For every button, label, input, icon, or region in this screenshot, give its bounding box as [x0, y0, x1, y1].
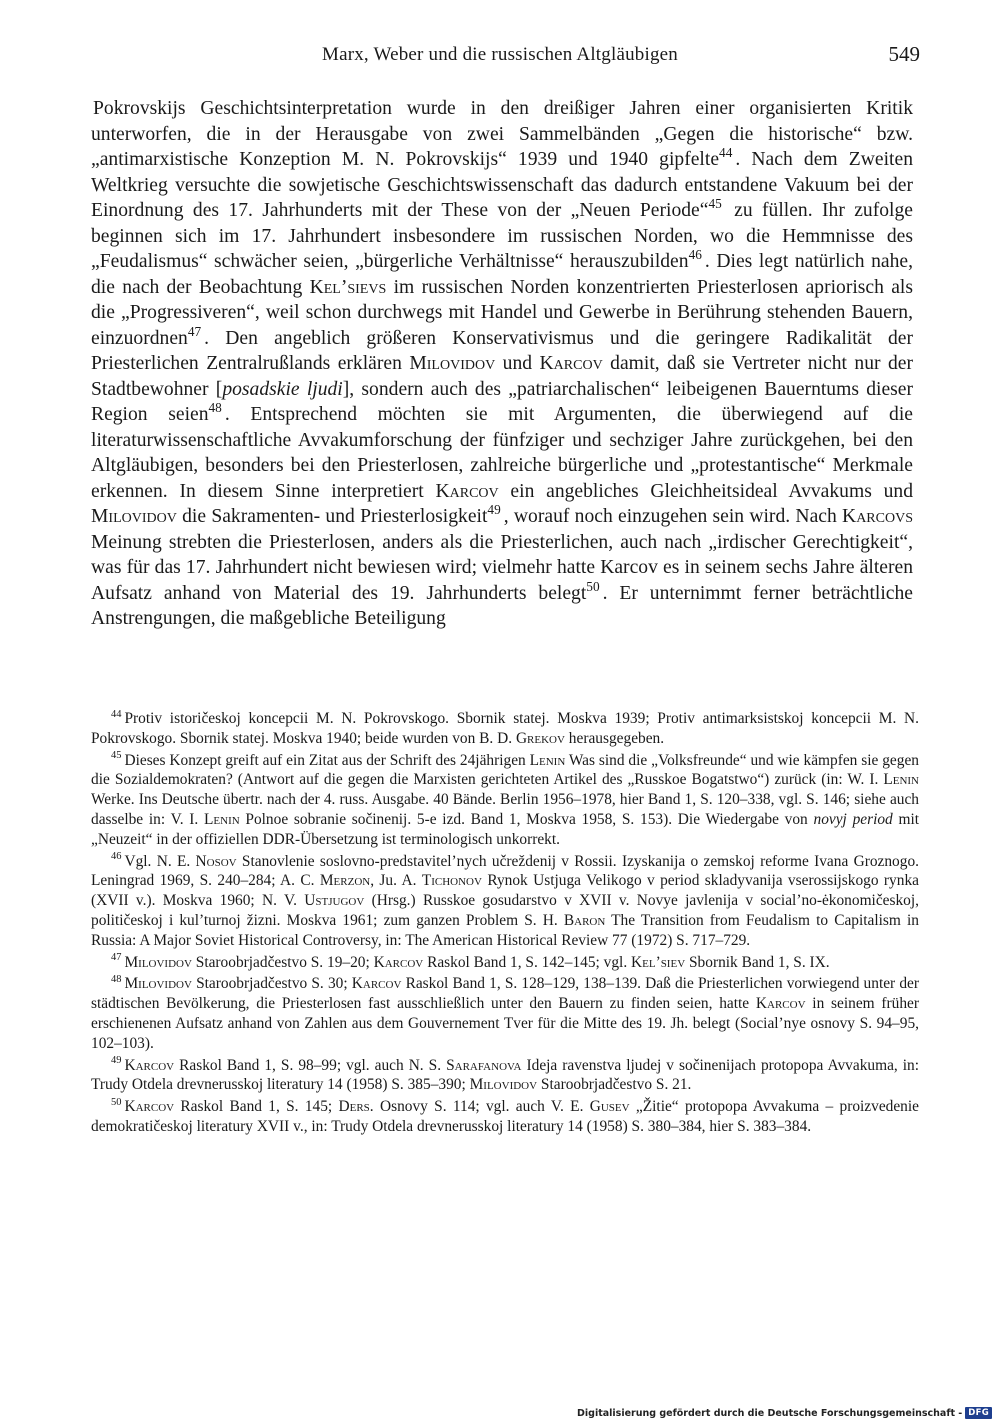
author-name: Baron [563, 911, 606, 929]
text-run: Staroobrjadčestvo S. 19–20; [191, 953, 374, 971]
author-name: Karcov [124, 1056, 175, 1074]
footnote-48 [91, 974, 919, 1053]
text-run: in seinem früher erschienenen Aufsatz anhand von Zahlen aus dem Gouvernement Tver für die Mitte des 19. Jh. belegt (Social’nye osnovy S. 94–95, 102–103). [91, 995, 919, 1052]
author-name: Kel’sievs [309, 276, 387, 298]
text-run: die Sakramenten- und Priesterlosigkeit [176, 506, 488, 527]
footnote-number: 49 [111, 1055, 122, 1067]
author-name: Merzon [319, 872, 371, 890]
author-name: Karcovs [842, 506, 913, 527]
text-run: und [495, 353, 540, 374]
author-name: Tichonov [421, 872, 482, 890]
author-name: Milovidov [91, 506, 177, 527]
text-run: Was sind die „Volksfreunde“ und wie kämpfen sie gegen die Sozialdemokraten? (Antwort auf die gegen die Marxisten gerichteten Artikel des „Russkoe Bogatstwo“) zurück (in: W. I. [91, 751, 919, 789]
footnote-ref: 45 [708, 196, 722, 212]
author-name: Karcov [755, 995, 806, 1013]
footnote-ref: 49 [487, 502, 501, 518]
author-name: Lenin [883, 771, 919, 789]
text-run: ], sondern auch des „patriarchalischen“ leibeigenen Bauerntums dieser Region seien [91, 378, 913, 425]
text-run: . Den angeblich größeren Konservativismus und die geringere Radikalität der Priesterlichen Zentralrußlands erklären [91, 327, 913, 374]
author-name: Lenin [204, 810, 240, 828]
footnote-number: 50 [111, 1097, 122, 1109]
author-name: Nosov [195, 852, 237, 870]
footnote-45 [91, 751, 919, 850]
text-run: im russischen Norden konzentrierten Priesterlosen apriorisch als die „Progressiveren“, weil schon durchwegs mit Handel und Gewerbe in Berührung stehenden Bauern, einzuordnen [91, 276, 913, 349]
author-name: Grekov [515, 729, 565, 747]
running-title: Marx, Weber und die russischen Altgläubigen [321, 44, 679, 65]
text-run: . Nach dem Zweiten Weltkrieg versuchte die sowjetische Geschichtswissenschaft das dadurch entstandene Vakuum bei der Einordnung des 17. Jahrhunderts mit der These von der „Neuen Periode“ [91, 149, 913, 221]
text-run: Polnoe sobranie sočinenij. 5-e izd. Band 1, Moskva 1958, S. 153). Die Wiedergabe von [239, 810, 814, 828]
text-run: . Er unternimmt ferner beträchtliche Anstrengungen, die maßgebliche Beteiligung [91, 582, 913, 629]
footnote-ref: 48 [208, 400, 222, 416]
author-name: Ders. [338, 1098, 374, 1116]
author-name: Milovidov [469, 1076, 538, 1094]
text-run: The Transition from Feudalism to Capitalism in Russia: A Major Soviet Historical Controversy, in: The American Historical Review 77 (1972) S. 717–729. [91, 911, 919, 949]
main-text [91, 96, 913, 632]
text-run: Meinung strebten die Priesterlosen, anders als die Priesterlichen, auch nach „irdischer Gerechtigkeit“, was für das 17. Jahrhundert nicht bewiesen wird; vielmehr hatte Karcov es in seinem sechs Jahre älteren Aufsatz anhand von Material des 19. Jahrhunderts belegt [91, 531, 913, 604]
text-run: Raskol Band 1, S. 98–99; vgl. auch N. S. [174, 1056, 447, 1074]
text-run: damit, daß sie Vertreter nicht nur der Stadtbewohner [ [91, 353, 914, 400]
text-run: , worauf noch einzugehen sein wird. Nach [503, 506, 843, 527]
footnote-number: 44 [111, 708, 122, 720]
text-run: Staroobrjadčestvo S. 21. [537, 1076, 692, 1094]
text-run: ein angebliches Gleichheitsideal Avvakums und [498, 480, 913, 502]
author-name: Ustjugov [304, 892, 365, 910]
footnote-ref: 47 [187, 323, 202, 339]
text-run: Werke. Ins Deutsche übertr. nach der 4. russ. Ausgabe. 40 Bände. Berlin 1956–1978, hier Band 1, S. 120–338, vgl. S. 146; siehe auch dasselbe in: V. I. [91, 791, 919, 828]
footnote-number: 46 [111, 851, 122, 863]
text-run: , Ju. A. [370, 872, 422, 890]
footnote-49 [91, 1056, 919, 1096]
running-head [70, 44, 930, 78]
colophon-text: Digitalisierung gefördert durch die Deutsche Forschungsgemeinschaft - [577, 1407, 963, 1419]
footnote-47 [91, 953, 919, 973]
text-run: Osnovy S. 114; vgl. auch V. E. [373, 1098, 590, 1116]
author-name: Kel’siev [631, 953, 686, 971]
author-name: Karcov [435, 480, 499, 502]
text-run: „Žitie“ protopopa Avvakuma – proizvedenie demokratičeskoj literatury XVII v., in: Trudy Otdela drevnerusskoj literatury 14 (1958) S. 380–384, hier S. 383–384. [91, 1098, 919, 1135]
author-name: Milovidov [409, 353, 496, 374]
footnotes [91, 709, 919, 1139]
author-name: Karcov [124, 1098, 175, 1116]
dfg-logo: DFG [965, 1407, 992, 1419]
text-run: . Entsprechend möchten sie mit Argumenten, die überwiegend auf die literaturwissenschaftliche Avvakumforschung der fünfziger und sechziger Jahre zurückgehen, bei den Altgläubigen, besonders bei den Priesterlosen, zahlreiche bürgerliche und „protestantische“ Merkmale erkennen. In diesem Sinne interpretiert [91, 404, 913, 502]
text-run: zu füllen. Ihr zufolge beginnen sich im 17. Jahrhundert insbesondere im russischen Norden, wo die Hemmnisse des „Feudalismus“ schwächer seien, „bürgerliche Verhältnisse“ herauszubilden [91, 200, 913, 272]
footnote-ref: 50 [586, 578, 600, 594]
author-name: Karcov [373, 953, 424, 971]
footnote-number: 48 [111, 974, 122, 986]
text-run: Raskol Band 1, S. 128–129, 138–139. Daß die Priesterlichen vorwiegend unter der städtischen Bevölkerung, die Priesterlosen fast ausschließlich unter den Bauern zu finden seien, hatte [91, 975, 919, 1013]
paragraph [91, 96, 913, 632]
text-run: (Hrsg.) Russkoe gosudarstvo v XVII v. Novye javlenija v social’no-ėkonomičeskoj, političeskoj i kul’turnoj žizni. Moskva 1961; zum ganzen Problem S. H. [91, 892, 919, 929]
text-run: Protiv istoričeskoj koncepcii M. N. Pokrovskogo. Sbornik statej. Moskva 1939; Protiv antimarksistskoj koncepcii M. N. Pokrovskogo. Sbornik statej. Moskva 1940; beide wurden von B. D. [91, 710, 919, 747]
page-number: 549 [888, 42, 920, 66]
text-run: Ideja ravenstva ljudej v sočinenijach protopopa Avvakuma, in: Trudy Otdela drevnerusskoj literatury 14 (1958) S. 385–390; [91, 1056, 920, 1094]
author-name: Lenin [529, 751, 566, 769]
text-run: Pokrovskijs Geschichtsinterpretation wurde in den dreißiger Jahren einer organisierten Kritik unterworfen, die in der Herausgabe von zwei Sammelbänden „Gegen die historische“ bzw. „antimarxistische Konzeption M. N. Pokrovskijs“ 1939 und 1940 gipfelte [91, 98, 913, 170]
author-name: Sarafanova [446, 1056, 522, 1074]
digitization-colophon [577, 1406, 992, 1420]
italic-term: novyj period [813, 810, 893, 828]
text-run: Vgl. N. E. [124, 852, 196, 870]
text-run: Dieses Konzept greift auf ein Zitat aus der Schrift des 24jährigen [124, 751, 530, 769]
text-run: herausgegeben. [564, 729, 665, 747]
footnote-44 [91, 709, 919, 749]
text-run: Raskol Band 1, S. 145; [174, 1098, 339, 1116]
author-name: Karcov [351, 975, 402, 993]
author-name: Gusev [589, 1098, 630, 1116]
text-run: Raskol Band 1, S. 142–145; vgl. [423, 953, 632, 971]
text-run: mit „Neuzeit“ in der offiziellen DDR-Übersetzung ist terminologisch unkorrekt. [91, 810, 920, 848]
author-name: Milovidov [124, 975, 192, 993]
italic-term: posadskie ljudi [222, 378, 343, 400]
footnote-number: 45 [111, 750, 122, 762]
text-run: Staroobrjadčestvo S. 30; [191, 975, 352, 993]
footnote-46 [91, 852, 919, 951]
footnote-ref: 46 [688, 247, 702, 263]
footnote-50 [91, 1097, 919, 1137]
author-name: Milovidov [124, 953, 192, 971]
text-run: Sbornik Band 1, S. IX. [685, 953, 830, 971]
author-name: Karcov [539, 353, 603, 374]
text-run: Stanovlenie soslovno-predstavitel’nych učreždenij v Rossii. Izyskanija o zemskoj reforme Ivana Groznogo. Leningrad 1969, S. 240–284; A. C. [91, 852, 919, 890]
footnote-number: 47 [111, 952, 122, 964]
text-run: . Dies legt natürlich nahe, die nach der Beobachtung [91, 251, 913, 298]
footnote-ref: 44 [719, 145, 733, 161]
text-run: Rynok Ustjuga Velikogo v period skladyvanija vserossijskogo rynka (XVII v.). Moskva 1960; N. V. [91, 872, 919, 910]
